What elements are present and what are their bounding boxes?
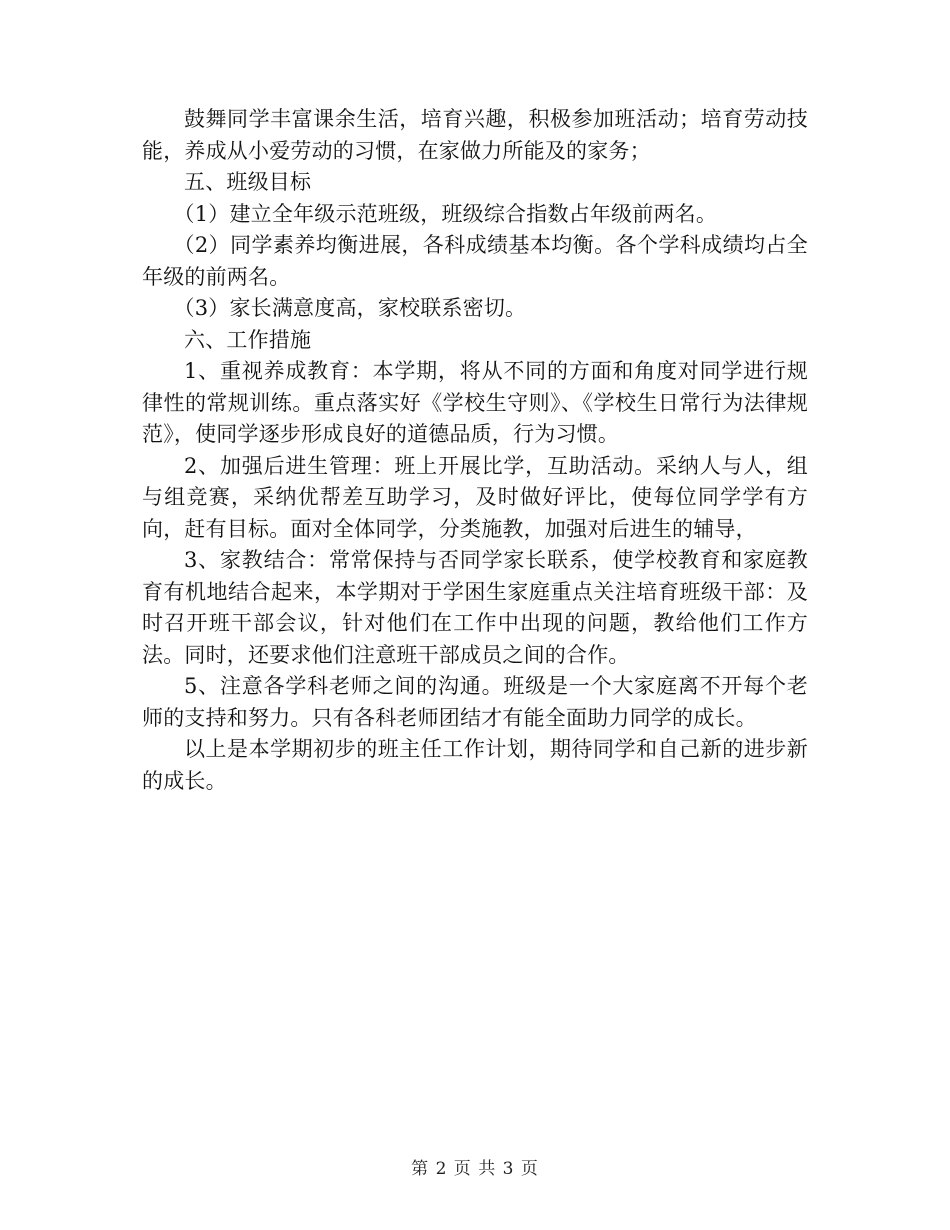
- goal-item-3: （3）家长满意度高，家校联系密切。: [173, 296, 527, 320]
- paragraph-activities: 鼓舞同学丰富课余生活，培育兴趣，积极参加班活动；培育劳动技能，养成从小爱劳动的习惯，在家做力所能及的家务；: [142, 107, 808, 163]
- goal-item-2: （2）同学素养均衡进展，各科成绩基本均衡。各个学科成绩均占全年级的前两名。: [142, 233, 808, 289]
- page-number-footer: 第 2 页 共 3 页: [411, 1159, 539, 1179]
- measure-item-3: 3、家教结合：常常保持与否同学家长联系，使学校教育和家庭教育有机地结合起来，本学期对于学困生家庭重点关注培育班级干部：及时召开班干部会议，针对他们在工作中出现的问题，教给他们工作方法。同时，还要求他们注意班干部成员之间的合作。: [142, 548, 808, 667]
- closing-paragraph: 以上是本学期初步的班主任工作计划，期待同学和自己新的进步新的成长。: [142, 737, 808, 793]
- goal-item-1: （1）建立全年级示范班级，班级综合指数占年级前两名。: [173, 201, 718, 226]
- document-body: [142, 104, 808, 797]
- measure-item-2: 2、加强后进生管理：班上开展比学，互助活动。采纳人与人，组与组竞赛，采纳优帮差互助学习，及时做好评比，使每位同学学有方向，赶有目标。面对全体同学，分类施教，加强对后进生的辅导，: [142, 453, 808, 541]
- heading-work-measures: 六、工作措施: [184, 327, 312, 352]
- measure-item-5: 5、注意各学科老师之间的沟通。班级是一个大家庭离不开每个老师的支持和努力。只有各科老师团结才有能全面助力同学的成长。: [142, 674, 808, 730]
- heading-class-goals: 五、班级目标: [184, 170, 312, 194]
- measure-item-1: 1、重视养成教育：本学期，将从不同的方面和角度对同学进行规律性的常规训练。重点落实好《学校生守则》、《学校生日常行为法律规范》，使同学逐步形成良好的道德品质，行为习惯。: [142, 359, 808, 446]
